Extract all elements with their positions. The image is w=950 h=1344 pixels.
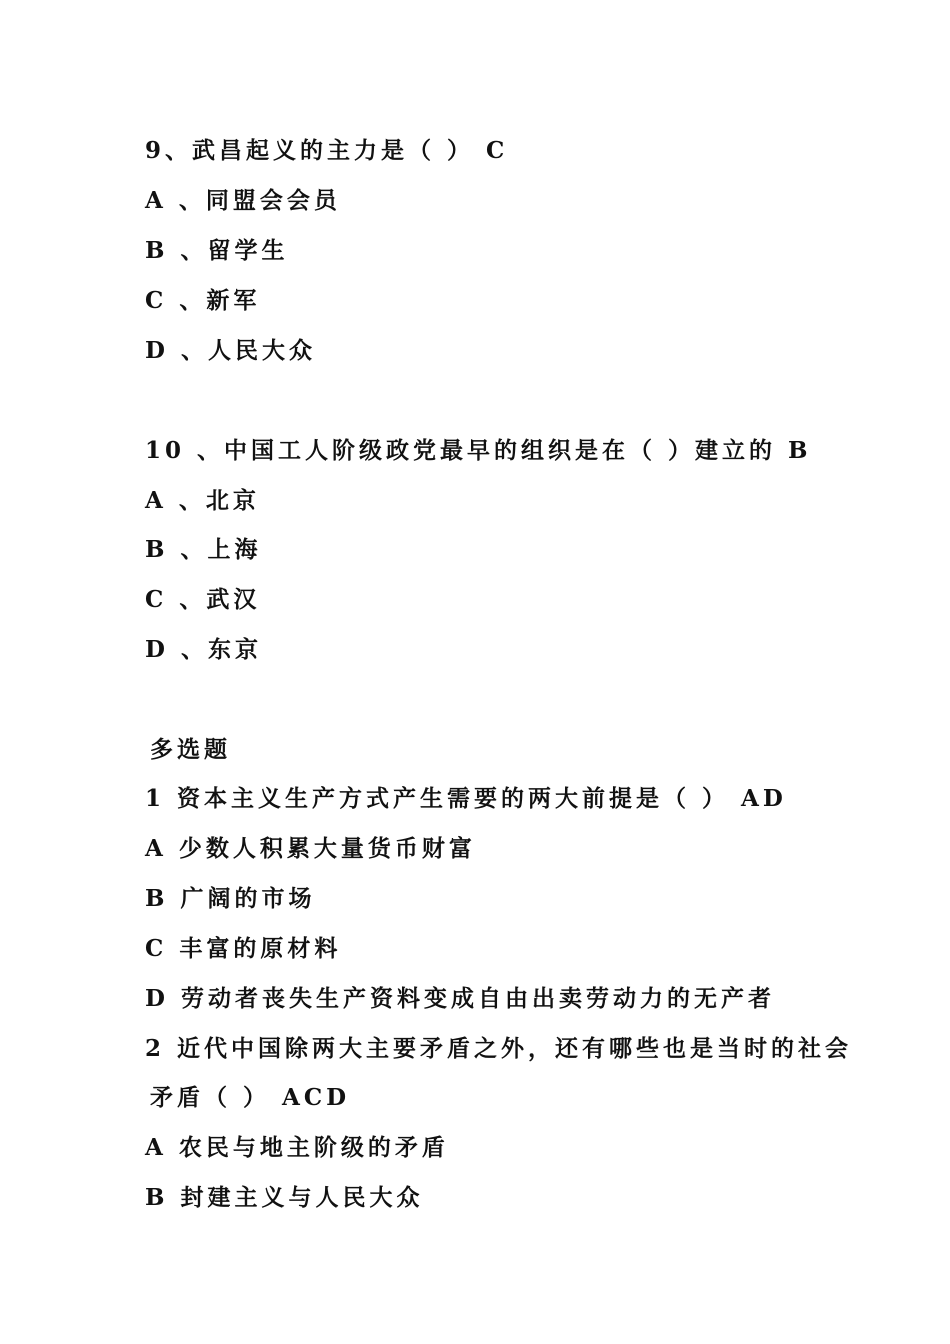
multi-question-2-stem-line1: 2 近代中国除两大主要矛盾之外，还有哪些也是当时的社会 <box>145 1035 853 1062</box>
multi-question-1-option-d: D 劳动者丧失生产资料变成自由出卖劳动力的无产者 <box>145 985 775 1012</box>
question-9-option-c: C 、新军 <box>145 287 261 314</box>
question-10-option-d: D 、东京 <box>145 636 262 663</box>
question-9-option-d: D 、人民大众 <box>145 337 316 364</box>
question-9-stem: 9、武昌起义的主力是（ ） C <box>145 137 509 164</box>
question-10-option-c: C 、武汉 <box>145 586 261 613</box>
question-9-option-b: B 、留学生 <box>145 237 289 264</box>
multi-question-2-option-b: B 封建主义与人民大众 <box>145 1184 424 1211</box>
multi-question-1-option-b: B 广阔的市场 <box>145 885 316 912</box>
multi-question-2-option-a: A 农民与地主阶级的矛盾 <box>145 1134 449 1161</box>
question-10-option-b: B 、上海 <box>145 536 262 563</box>
question-10-stem: 10 、中国工人阶级政党最早的组织是在（ ）建立的 B <box>145 437 812 464</box>
question-10-option-a: A 、北京 <box>145 487 260 514</box>
multi-question-1-option-a: A 少数人积累大量货币财富 <box>145 835 476 862</box>
multi-question-2-stem-line2: 矛盾（ ） ACD <box>150 1084 351 1111</box>
section-heading-multiple-choice: 多选题 <box>150 736 231 763</box>
multi-question-1-option-c: C 丰富的原材料 <box>145 935 342 962</box>
multi-question-1-stem: 1 资本主义生产方式产生需要的两大前提是（ ） AD <box>145 785 787 812</box>
question-9-option-a: A 、同盟会会员 <box>145 187 341 214</box>
